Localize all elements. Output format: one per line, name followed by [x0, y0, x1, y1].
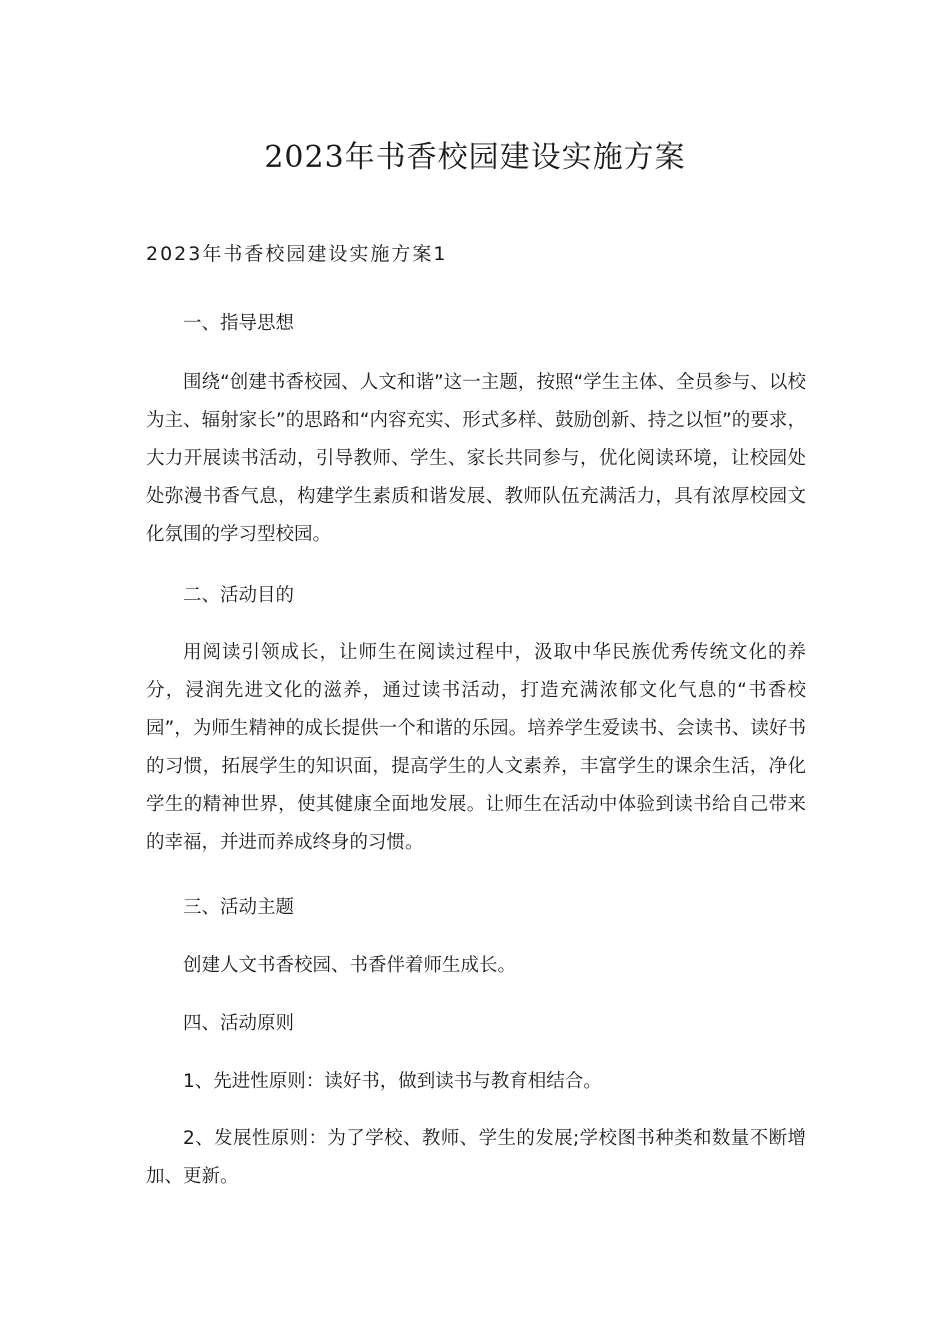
paragraph-activity-purpose: 用阅读引领成长，让师生在阅读过程中，汲取中华民族优秀传统文化的养分，浸润先进文化的滋养，通过读书活动，打造充满浓郁文化气息的“书香校园”，为师生精神的成长提供一个和谐的乐园。培养学生爱读书、会读书、读好书的习惯，拓展学生的知识面，提高学生的人文素养，丰富学生的课余生活，净化学生的精神世界，使其健康全面地发展。让师生在活动中体验到读书给自己带来的幸福，并进而养成终身的习惯。	[146, 642, 806, 853]
heading-activity-principles: 四、活动原则	[183, 1013, 295, 1034]
paragraph-guiding-ideology: 围绕“创建书香校园、人文和谐”这一主题，按照“学生主体、全员参与、以校为主、辐射家长”的思路和“内容充实、形式多样、鼓励创新、持之以恒”的要求，大力开展读书活动，引导教师、学生、家长共同参与，优化阅读环境，让校园处处弥漫书香气息，构建学生素质和谐发展、教师队伍充满活力，具有浓厚校园文化氛围的学习型校园。	[146, 372, 806, 545]
paragraph-principle-2: 2、发展性原则：为了学校、教师、学生的发展;学校图书种类和数量不断增加、更新。	[146, 1128, 806, 1187]
paragraph-activity-theme: 创建人文书香校园、书香伴着师生成长。	[183, 955, 517, 976]
heading-activity-purpose: 二、活动目的	[183, 585, 295, 606]
paragraph-principle-1: 1、先进性原则：读好书，做到读书与教育相结合。	[183, 1071, 602, 1092]
document-title: 2023年书香校园建设实施方案	[264, 140, 686, 175]
section-title: 2023年书香校园建设实施方案1	[146, 243, 448, 265]
heading-guiding-ideology: 一、指导思想	[183, 313, 295, 334]
heading-activity-theme: 三、活动主题	[183, 897, 295, 918]
